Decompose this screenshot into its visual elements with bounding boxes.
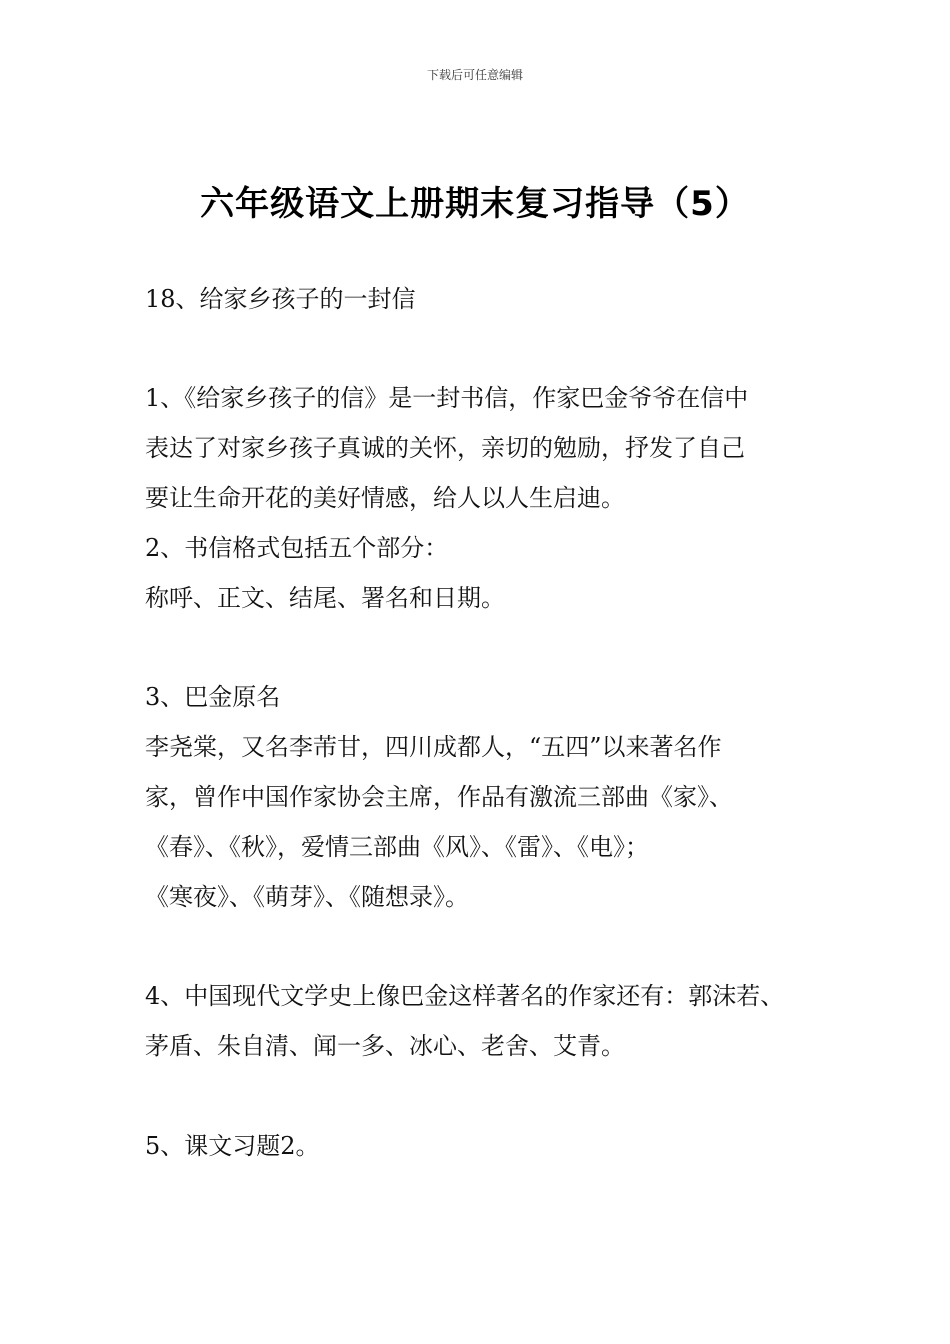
paragraph-line: 要让生命开花的美好情感，给人以人生启迪。 [145,484,625,512]
section-heading: 18、给家乡孩子的一封信 [145,285,416,313]
paragraph-line: 4、中国现代文学史上像巴金这样著名的作家还有：郭沫若、 [145,982,785,1010]
paragraph-line: 5、课文习题2。 [145,1132,320,1160]
paragraph-line: 家，曾作中国作家协会主席，作品有激流三部曲《家》、 [145,783,733,811]
paragraph-line: 称呼、正文、结尾、署名和日期。 [145,584,505,612]
paragraph-line: 3、巴金原名 [145,683,281,711]
paragraph-line: 1、《给家乡孩子的信》是一封书信，作家巴金爷爷在信中 [145,384,749,412]
paragraph-line: 表达了对家乡孩子真诚的关怀，亲切的勉励，抒发了自己 [145,434,745,462]
paragraph-line: 2、书信格式包括五个部分： [145,534,449,562]
header-note: 下载后可任意编辑 [426,68,523,82]
paragraph-line: 《春》、《秋》，爱情三部曲《风》、《雷》、《电》； [145,833,649,861]
paragraph-line: 李尧棠，又名李芾甘，四川成都人，“五四”以来著名作 [145,733,722,761]
paragraph-line: 茅盾、朱自清、闻一多、冰心、老舍、艾青。 [145,1032,625,1060]
document-title: 六年级语文上册期末复习指导（5） [200,184,750,224]
paragraph-line: 《寒夜》、《萌芽》、《随想录》。 [145,883,469,911]
